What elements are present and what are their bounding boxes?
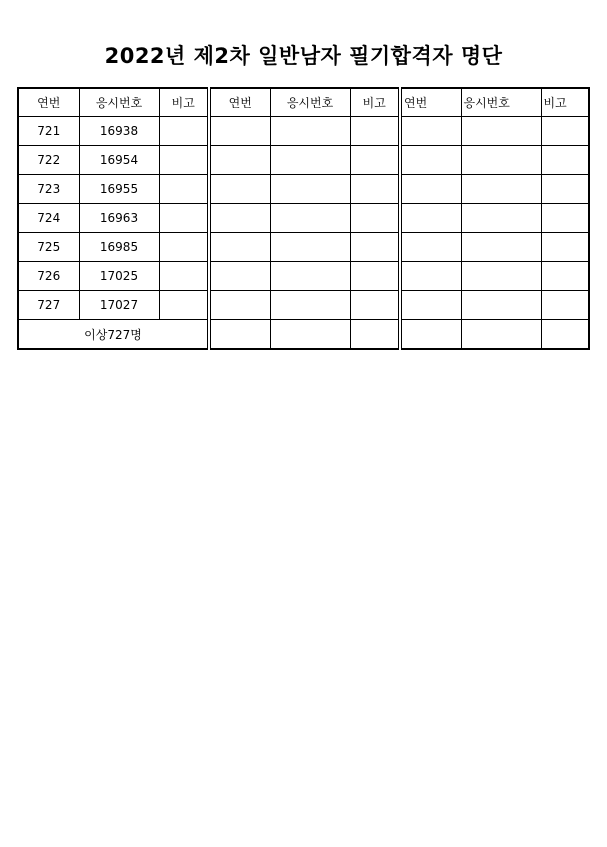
exam-no-cell: 17027 [79, 291, 159, 320]
empty-cell [541, 146, 589, 175]
total-count: 이상727명 [18, 320, 209, 350]
empty-cell [209, 262, 270, 291]
empty-cell [270, 233, 350, 262]
empty-cell [270, 204, 350, 233]
note-cell [159, 175, 209, 204]
note-cell [159, 117, 209, 146]
header-seq: 연번 [18, 88, 79, 117]
seq-cell: 722 [18, 146, 79, 175]
empty-cell [350, 204, 400, 233]
empty-cell [350, 146, 400, 175]
empty-cell [270, 146, 350, 175]
empty-cell [270, 175, 350, 204]
exam-no-cell: 16963 [79, 204, 159, 233]
note-cell [159, 262, 209, 291]
empty-cell [400, 117, 461, 146]
seq-cell: 721 [18, 117, 79, 146]
roster-table [17, 87, 590, 350]
note-cell [159, 204, 209, 233]
empty-cell [209, 291, 270, 320]
header-seq: 연번 [209, 88, 270, 117]
empty-cell [209, 117, 270, 146]
seq-cell: 726 [18, 262, 79, 291]
empty-cell [350, 175, 400, 204]
empty-cell [541, 291, 589, 320]
empty-cell [270, 291, 350, 320]
table-row [18, 117, 589, 146]
seq-cell: 724 [18, 204, 79, 233]
empty-cell [461, 291, 541, 320]
empty-cell [541, 175, 589, 204]
empty-cell [400, 291, 461, 320]
seq-cell: 727 [18, 291, 79, 320]
header-note: 비고 [541, 88, 589, 117]
empty-cell [350, 320, 400, 350]
note-cell [159, 233, 209, 262]
empty-cell [400, 175, 461, 204]
exam-no-cell: 16954 [79, 146, 159, 175]
empty-cell [209, 204, 270, 233]
empty-cell [461, 175, 541, 204]
empty-cell [461, 233, 541, 262]
table-row [18, 204, 589, 233]
exam-no-cell: 16938 [79, 117, 159, 146]
empty-cell [541, 233, 589, 262]
empty-cell [541, 262, 589, 291]
empty-cell [350, 117, 400, 146]
empty-cell [270, 320, 350, 350]
empty-cell [400, 233, 461, 262]
empty-cell [541, 204, 589, 233]
table-row [18, 233, 589, 262]
table-row [18, 291, 589, 320]
empty-cell [209, 175, 270, 204]
header-note: 비고 [159, 88, 209, 117]
header-row [18, 88, 589, 117]
empty-cell [461, 146, 541, 175]
empty-cell [541, 320, 589, 350]
table-row [18, 146, 589, 175]
header-note: 비고 [350, 88, 400, 117]
seq-cell: 723 [18, 175, 79, 204]
empty-cell [350, 262, 400, 291]
note-cell [159, 146, 209, 175]
header-exam-no: 응시번호 [461, 88, 541, 117]
empty-cell [461, 320, 541, 350]
exam-no-cell: 17025 [79, 262, 159, 291]
header-exam-no: 응시번호 [79, 88, 159, 117]
footer-row [18, 320, 589, 350]
empty-cell [400, 204, 461, 233]
empty-cell [270, 117, 350, 146]
header-seq: 연번 [400, 88, 461, 117]
empty-cell [350, 291, 400, 320]
exam-no-cell: 16985 [79, 233, 159, 262]
empty-cell [400, 262, 461, 291]
empty-cell [461, 262, 541, 291]
table-row [18, 262, 589, 291]
header-exam-no: 응시번호 [270, 88, 350, 117]
empty-cell [209, 146, 270, 175]
seq-cell: 725 [18, 233, 79, 262]
empty-cell [400, 320, 461, 350]
empty-cell [350, 233, 400, 262]
note-cell [159, 291, 209, 320]
empty-cell [461, 204, 541, 233]
empty-cell [461, 117, 541, 146]
empty-cell [400, 146, 461, 175]
empty-cell [209, 233, 270, 262]
page-title: 2022년 제2차 일반남자 필기합격자 명단 [104, 44, 503, 68]
exam-no-cell: 16955 [79, 175, 159, 204]
empty-cell [541, 117, 589, 146]
table-row [18, 175, 589, 204]
empty-cell [209, 320, 270, 350]
empty-cell [270, 262, 350, 291]
